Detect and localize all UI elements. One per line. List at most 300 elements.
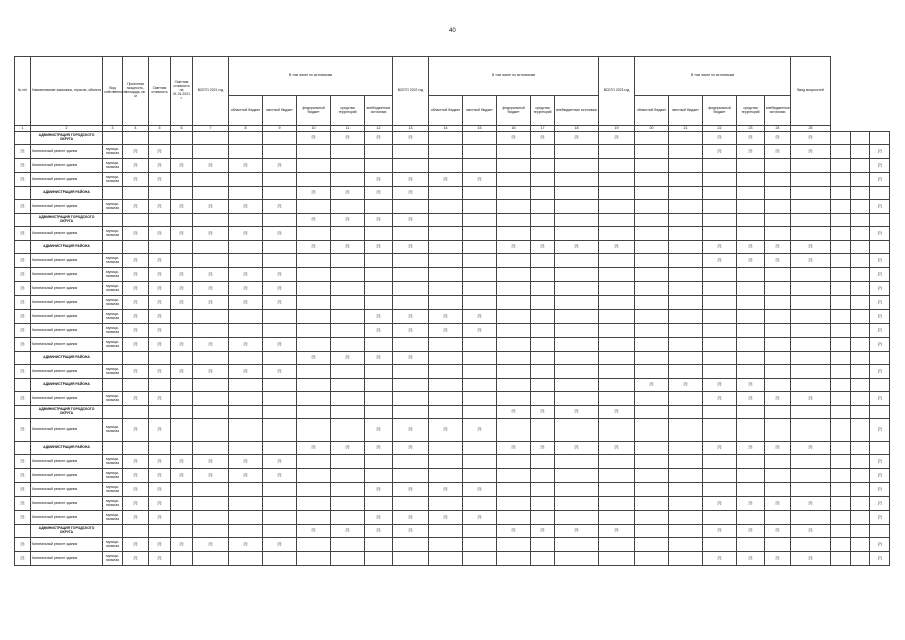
cell-value: [?] — [791, 145, 831, 159]
cell-value — [463, 159, 497, 173]
cell-value — [393, 392, 429, 406]
row-kind: муници-пальная — [103, 511, 123, 525]
cell-value: [?] — [263, 200, 297, 214]
cell-value — [831, 483, 851, 497]
cell-value: [?] — [737, 132, 765, 145]
column-number: 5 — [149, 126, 171, 132]
cell-value: [?] — [365, 442, 393, 455]
table-row — [15, 200, 890, 214]
cell-value — [599, 419, 635, 442]
cell-value: [?] — [555, 406, 599, 419]
cell-value — [297, 469, 331, 483]
cell-value — [531, 511, 555, 525]
cell-value — [669, 241, 703, 254]
cell-value: [?] — [791, 497, 831, 511]
cell-value — [635, 442, 669, 455]
page-number: 40 — [449, 28, 456, 34]
cell-value — [737, 365, 765, 379]
header-kind: Вид собственности — [103, 57, 123, 126]
table-row — [15, 365, 890, 379]
cell-value — [171, 132, 193, 145]
cell-value — [393, 296, 429, 310]
row-kind: муници-пальная — [103, 282, 123, 296]
cell-value: [?] — [555, 132, 599, 145]
cell-value — [765, 200, 791, 214]
object-name: Капитальный ремонт здания — [31, 159, 103, 173]
header-src-terr: средства территорий — [531, 96, 555, 126]
cell-value — [635, 538, 669, 552]
cell-value: [?] — [365, 241, 393, 254]
row-capacity: [?] — [123, 173, 149, 187]
cell-value — [635, 159, 669, 173]
cell-value: [?] — [599, 132, 635, 145]
cell-value — [365, 406, 393, 419]
cell-value — [831, 132, 851, 145]
cell-value — [737, 324, 765, 338]
cell-value — [463, 406, 497, 419]
cell-value — [463, 469, 497, 483]
cell-value — [599, 338, 635, 352]
cell-value — [831, 497, 851, 511]
cell-value: [?] — [297, 241, 331, 254]
column-number: 2 — [31, 126, 103, 132]
cell-value — [737, 511, 765, 525]
table-row — [15, 296, 890, 310]
cell-value — [599, 296, 635, 310]
cell-value — [831, 552, 851, 566]
cell-value: [?] — [703, 442, 737, 455]
cell-value — [393, 469, 429, 483]
row-kind: муници-пальная — [103, 254, 123, 268]
cell-value — [497, 324, 531, 338]
cell-value — [263, 310, 297, 324]
cell-value — [737, 406, 765, 419]
row-cost: [?] — [149, 159, 171, 173]
cell-value — [831, 227, 851, 241]
cell-value — [331, 200, 365, 214]
cell-value: [?] — [870, 200, 890, 214]
cell-value — [555, 200, 599, 214]
header-group-2022: В том числе по источникам — [429, 57, 599, 96]
cell-value — [791, 406, 831, 419]
row-remaining — [171, 145, 193, 159]
object-name: Капитальный ремонт здания — [31, 511, 103, 525]
cell-value — [791, 296, 831, 310]
cell-value — [149, 187, 171, 200]
cell-value — [531, 419, 555, 442]
cell-value — [831, 352, 851, 365]
cell-value — [429, 525, 463, 538]
cell-value: [?] — [263, 159, 297, 173]
cell-value — [635, 241, 669, 254]
cell-value — [193, 525, 229, 538]
cell-value — [703, 455, 737, 469]
cell-value — [599, 352, 635, 365]
cell-value — [171, 241, 193, 254]
cell-value — [429, 132, 463, 145]
cell-value — [599, 455, 635, 469]
row-remaining: [?] — [171, 227, 193, 241]
cell-value — [870, 241, 890, 254]
org-name: АДМИНИСТРАЦИЯ ГОРОДСКОГО ОКРУГА — [31, 132, 103, 145]
cell-value — [669, 497, 703, 511]
cell-value — [497, 552, 531, 566]
cell-value: [?] — [229, 282, 263, 296]
org-row — [15, 241, 890, 254]
cell-value — [531, 173, 555, 187]
row-capacity: [?] — [123, 483, 149, 497]
cell-value — [831, 145, 851, 159]
cell-value: [?] — [193, 365, 229, 379]
row-capacity — [123, 379, 149, 392]
cell-value — [791, 159, 831, 173]
row-num: [?] — [15, 483, 31, 497]
cell-value — [193, 392, 229, 406]
table-row — [15, 483, 890, 497]
cell-value — [331, 455, 365, 469]
cell-value — [555, 310, 599, 324]
row-kind: муници-пальная — [103, 200, 123, 214]
cell-value — [599, 282, 635, 296]
cell-value — [193, 241, 229, 254]
cell-value — [870, 379, 890, 392]
cell-value — [263, 214, 297, 227]
cell-value — [229, 442, 263, 455]
cell-value — [229, 254, 263, 268]
cell-value — [703, 310, 737, 324]
cell-value — [555, 282, 599, 296]
cell-value — [365, 254, 393, 268]
cell-value — [831, 214, 851, 227]
cell-value: [?] — [393, 214, 429, 227]
cell-value — [850, 525, 870, 538]
cell-value — [171, 352, 193, 365]
row-kind: муници-пальная — [103, 365, 123, 379]
cell-value: [?] — [497, 241, 531, 254]
cell-value — [599, 483, 635, 497]
header-src-vnebud: внебюджетные источники — [555, 96, 599, 126]
cell-value — [229, 511, 263, 525]
cell-value — [850, 442, 870, 455]
cell-value: [?] — [297, 352, 331, 365]
row-capacity: [?] — [123, 338, 149, 352]
cell-value — [393, 365, 429, 379]
row-capacity: [?] — [123, 365, 149, 379]
object-name: Капитальный ремонт здания — [31, 296, 103, 310]
header-src-terr: средства территорий — [737, 96, 765, 126]
cell-value — [229, 145, 263, 159]
cell-value — [229, 132, 263, 145]
cell-value — [669, 483, 703, 497]
row-capacity: [?] — [123, 455, 149, 469]
cell-value — [229, 392, 263, 406]
cell-value — [331, 268, 365, 282]
cell-value — [555, 214, 599, 227]
cell-value — [555, 352, 599, 365]
column-number: 9 — [263, 126, 297, 132]
cell-value — [599, 469, 635, 483]
cell-value — [497, 254, 531, 268]
cell-value — [791, 483, 831, 497]
cell-value — [149, 406, 171, 419]
row-num — [15, 525, 31, 538]
cell-value: [?] — [737, 379, 765, 392]
cell-value — [703, 469, 737, 483]
cell-value — [599, 511, 635, 525]
cell-value — [463, 296, 497, 310]
cell-value — [263, 442, 297, 455]
cell-value — [765, 282, 791, 296]
cell-value — [297, 173, 331, 187]
cell-value — [193, 310, 229, 324]
header-cost: Сметная стоимость — [149, 57, 171, 126]
object-name: Капитальный ремонт здания — [31, 483, 103, 497]
cell-value — [497, 145, 531, 159]
cell-value — [850, 268, 870, 282]
cell-value — [365, 227, 393, 241]
row-remaining — [171, 511, 193, 525]
cell-value — [463, 552, 497, 566]
cell-value — [531, 296, 555, 310]
row-cost: [?] — [149, 469, 171, 483]
cell-value — [669, 324, 703, 338]
cell-value — [393, 338, 429, 352]
org-name: АДМИНИСТРАЦИЯ РАЙОНА — [31, 352, 103, 365]
cell-value — [850, 296, 870, 310]
cell-value — [669, 442, 703, 455]
org-row — [15, 442, 890, 455]
cell-value — [331, 497, 365, 511]
cell-value — [765, 173, 791, 187]
cell-value — [831, 406, 851, 419]
cell-value — [635, 268, 669, 282]
cell-value: [?] — [297, 214, 331, 227]
cell-value — [331, 145, 365, 159]
row-capacity: [?] — [123, 324, 149, 338]
row-num — [15, 406, 31, 419]
cell-value — [297, 379, 331, 392]
header-src-mest: местный бюджет — [463, 96, 497, 126]
cell-value — [765, 214, 791, 227]
header-group-2023: В том числе по источникам — [635, 57, 791, 96]
table-row — [15, 469, 890, 483]
cell-value: [?] — [531, 406, 555, 419]
cell-value — [429, 268, 463, 282]
column-number: 14 — [429, 126, 463, 132]
row-cost: [?] — [149, 310, 171, 324]
row-capacity: [?] — [123, 200, 149, 214]
cell-value — [850, 145, 870, 159]
investment-table — [14, 56, 890, 566]
cell-value — [850, 483, 870, 497]
row-num: [?] — [15, 282, 31, 296]
org-name: АДМИНИСТРАЦИЯ РАЙОНА — [31, 187, 103, 200]
cell-value — [193, 187, 229, 200]
cell-value — [149, 379, 171, 392]
org-row — [15, 352, 890, 365]
row-num: [?] — [15, 254, 31, 268]
row-capacity — [123, 525, 149, 538]
cell-value — [669, 132, 703, 145]
cell-value: [?] — [703, 525, 737, 538]
cell-value — [331, 538, 365, 552]
cell-value — [669, 214, 703, 227]
column-number: 13 — [393, 126, 429, 132]
cell-value — [365, 200, 393, 214]
header-src-vnebud: внебюджетные источники — [765, 96, 791, 126]
row-remaining — [171, 497, 193, 511]
cell-value — [229, 214, 263, 227]
cell-value: [?] — [870, 254, 890, 268]
cell-value — [555, 145, 599, 159]
cell-value — [669, 352, 703, 365]
cell-value — [669, 282, 703, 296]
cell-value — [429, 497, 463, 511]
cell-value — [599, 365, 635, 379]
cell-value — [531, 268, 555, 282]
cell-value — [555, 469, 599, 483]
row-capacity — [123, 442, 149, 455]
cell-value: [?] — [365, 310, 393, 324]
row-remaining: [?] — [171, 365, 193, 379]
row-remaining: [?] — [171, 200, 193, 214]
row-kind: муници-пальная — [103, 173, 123, 187]
object-name: Капитальный ремонт здания — [31, 552, 103, 566]
cell-value — [263, 483, 297, 497]
cell-value — [193, 352, 229, 365]
cell-value — [297, 145, 331, 159]
cell-value: [?] — [297, 187, 331, 200]
row-num: [?] — [15, 268, 31, 282]
cell-value — [531, 552, 555, 566]
cell-value: [?] — [791, 132, 831, 145]
cell-value: [?] — [497, 442, 531, 455]
cell-value: [?] — [737, 145, 765, 159]
cell-value: [?] — [870, 227, 890, 241]
cell-value — [635, 173, 669, 187]
cell-value — [669, 200, 703, 214]
row-num: [?] — [15, 511, 31, 525]
table-row — [15, 392, 890, 406]
row-capacity: [?] — [123, 511, 149, 525]
cell-value — [555, 379, 599, 392]
cell-value — [599, 187, 635, 200]
row-capacity — [123, 241, 149, 254]
row-remaining: [?] — [171, 455, 193, 469]
row-remaining: [?] — [171, 282, 193, 296]
cell-value — [635, 511, 669, 525]
cell-value — [531, 200, 555, 214]
row-kind: муници-пальная — [103, 392, 123, 406]
row-remaining: [?] — [171, 296, 193, 310]
cell-value: [?] — [703, 241, 737, 254]
cell-value — [531, 455, 555, 469]
row-num: [?] — [15, 145, 31, 159]
row-capacity: [?] — [123, 145, 149, 159]
row-cost: [?] — [149, 200, 171, 214]
row-num — [15, 379, 31, 392]
cell-value — [635, 552, 669, 566]
header-num: № п/п — [15, 57, 31, 126]
cell-value: [?] — [737, 241, 765, 254]
table-row — [15, 497, 890, 511]
cell-value — [599, 552, 635, 566]
cell-value — [365, 282, 393, 296]
cell-value — [365, 338, 393, 352]
cell-value — [429, 214, 463, 227]
cell-value — [791, 419, 831, 442]
cell-value — [297, 511, 331, 525]
org-row — [15, 187, 890, 200]
cell-value — [263, 187, 297, 200]
cell-value — [599, 310, 635, 324]
table-row — [15, 511, 890, 525]
cell-value — [171, 442, 193, 455]
cell-value — [429, 227, 463, 241]
cell-value — [497, 268, 531, 282]
row-kind — [103, 187, 123, 200]
cell-value: [?] — [870, 324, 890, 338]
row-remaining: [?] — [171, 469, 193, 483]
cell-value — [703, 338, 737, 352]
row-cost: [?] — [149, 173, 171, 187]
cell-value: [?] — [229, 469, 263, 483]
object-name: Капитальный ремонт здания — [31, 538, 103, 552]
row-capacity: [?] — [123, 469, 149, 483]
cell-value — [635, 483, 669, 497]
cell-value — [497, 419, 531, 442]
cell-value — [193, 214, 229, 227]
row-capacity — [123, 132, 149, 145]
cell-value — [365, 538, 393, 552]
cell-value — [297, 483, 331, 497]
row-cost: [?] — [149, 227, 171, 241]
cell-value — [555, 173, 599, 187]
cell-value: [?] — [555, 525, 599, 538]
table-body — [15, 132, 890, 566]
row-capacity: [?] — [123, 268, 149, 282]
row-cost: [?] — [149, 455, 171, 469]
cell-value — [365, 392, 393, 406]
cell-value: [?] — [331, 442, 365, 455]
cell-value — [365, 455, 393, 469]
cell-value — [765, 324, 791, 338]
cell-value — [263, 379, 297, 392]
table-row — [15, 145, 890, 159]
cell-value — [229, 379, 263, 392]
cell-value: [?] — [229, 268, 263, 282]
cell-value: [?] — [365, 187, 393, 200]
cell-value: [?] — [737, 552, 765, 566]
cell-value — [870, 442, 890, 455]
row-kind: муници-пальная — [103, 227, 123, 241]
cell-value — [463, 227, 497, 241]
row-num — [15, 132, 31, 145]
cell-value: [?] — [365, 525, 393, 538]
cell-value — [531, 338, 555, 352]
cell-value — [831, 200, 851, 214]
cell-value — [331, 552, 365, 566]
row-kind — [103, 352, 123, 365]
cell-value — [171, 525, 193, 538]
cell-value: [?] — [365, 324, 393, 338]
cell-value — [297, 538, 331, 552]
row-capacity: [?] — [123, 254, 149, 268]
cell-value — [703, 365, 737, 379]
cell-value: [?] — [870, 173, 890, 187]
row-kind: муници-пальная — [103, 483, 123, 497]
cell-value — [791, 538, 831, 552]
